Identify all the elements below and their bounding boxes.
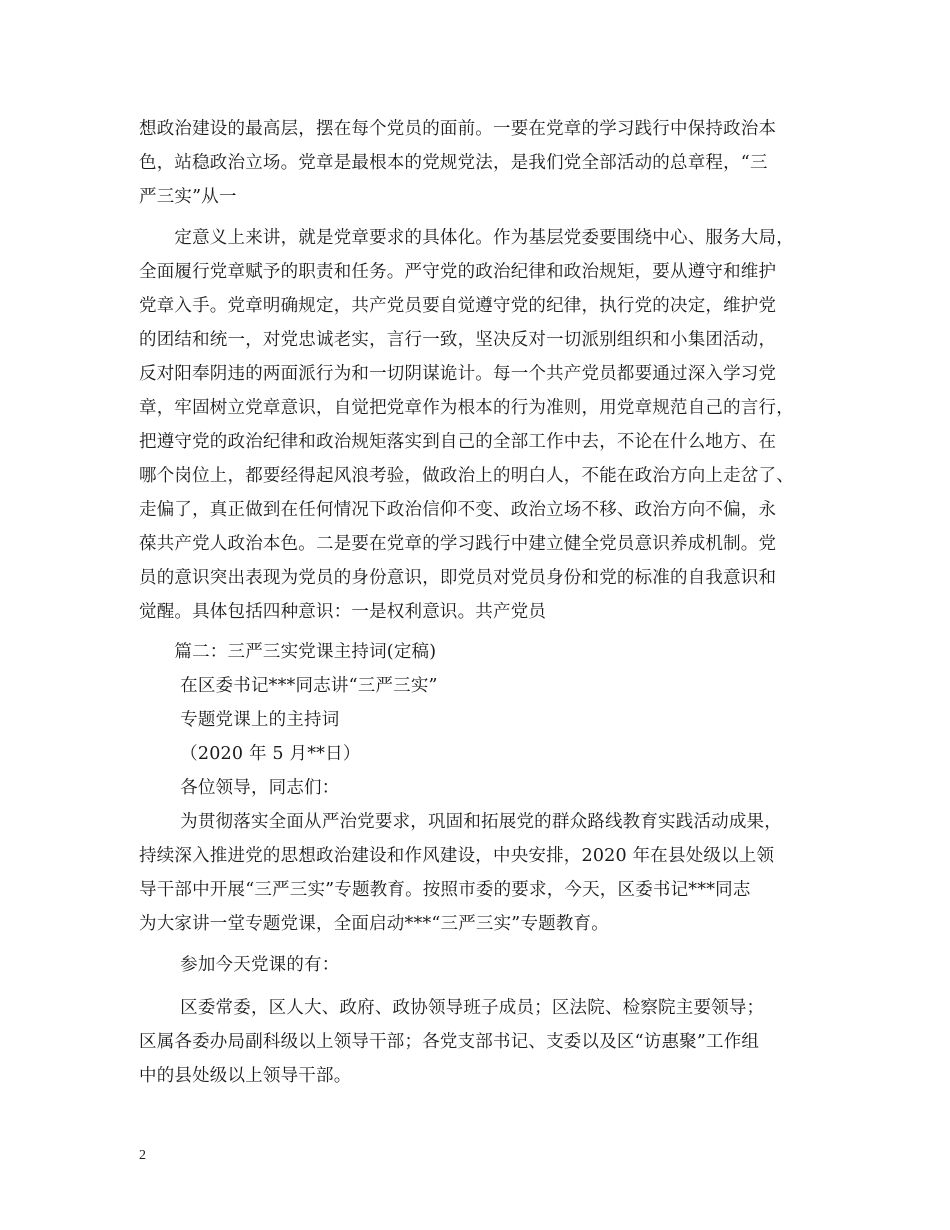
section-heading: 篇二：三严三实党课主持词(定稿) — [139, 642, 437, 662]
text-line: 色，站稳政治立场。党章是最根本的党规党法，是我们党全部活动的总章程，“三 — [139, 153, 768, 173]
date-line: （2020 年 5 月**日） — [139, 744, 361, 764]
text-line: 参加今天党课的有： — [139, 955, 340, 975]
salutation: 各位领导，同志们： — [139, 778, 340, 798]
text-line: 觉醒。具体包括四种意识：一是权利意识。共产党员 — [139, 602, 547, 622]
text-line: 为大家讲一堂专题党课，全面启动***“三严三实”专题教育。 — [139, 914, 609, 934]
text-line: 中的县处级以上领导干部。 — [139, 1066, 352, 1086]
text-line: 哪个岗位上，都要经得起风浪考验，做政治上的明白人，不能在政治方向上走岔了、 — [139, 466, 794, 486]
text-line: 反对阳奉阴违的两面派行为和一切阴谋诡计。每一个共产党员都要通过深入学习党 — [139, 364, 777, 384]
text-line: 导干部中开展“三严三实”专题教育。按照市委的要求，今天，区委书记***同志 — [139, 880, 751, 900]
text-line: 把遵守党的政治纪律和政治规矩落实到自己的全部工作中去，不论在什么地方、在 — [139, 432, 777, 452]
page-number: 2 — [139, 1148, 146, 1163]
text-line: 党章入手。党章明确规定，共产党员要自觉遵守党的纪律，执行党的决定，维护党 — [139, 296, 777, 316]
text-line: 全面履行党章赋予的职责和任务。严守党的政治纪律和政治规矩，要从遵守和维护 — [139, 262, 777, 282]
text-line: 区属各委办局副科级以上领导干部；各党支部书记、支委以及区“访惠聚”工作组 — [139, 1032, 760, 1052]
text-line: 持续深入推进党的思想政治建设和作风建设，中央安排，2020 年在县处级以上领 — [139, 846, 775, 866]
text-line: 走偏了，真正做到在任何情况下政治信仰不变、政治立场不移、政治方向不偏，永 — [139, 500, 777, 520]
text-line: 想政治建设的最高层，摆在每个党员的面前。一要在党章的学习践行中保持政治本 — [139, 119, 777, 139]
text-line: 区委常委，区人大、政府、政协领导班子成员；区法院、检察院主要领导； — [139, 998, 765, 1018]
text-line: 专题党课上的主持词 — [139, 710, 340, 730]
text-line: 为贯彻落实全面从严治党要求，巩固和拓展党的群众路线教育实践活动成果， — [139, 812, 782, 832]
text-line: 严三实”从一 — [139, 187, 237, 207]
text-line: 在区委书记***同志讲“三严三实” — [139, 676, 438, 696]
text-line: 定意义上来讲，就是党章要求的具体化。作为基层党委要围绕中心、服务大局， — [139, 228, 794, 248]
text-line: 员的意识突出表现为党员的身份意识，即党员对党员身份和党的标准的自我意识和 — [139, 568, 777, 588]
text-line: 的团结和统一，对党忠诚老实，言行一致，坚决反对一切派别组织和小集团活动， — [139, 330, 777, 350]
text-line: 葆共产党人政治本色。二是要在党章的学习践行中建立健全党员意识养成机制。党 — [139, 534, 777, 554]
text-line: 章，牢固树立党章意识，自觉把党章作为根本的行为准则，用党章规范自己的言行， — [139, 398, 794, 418]
